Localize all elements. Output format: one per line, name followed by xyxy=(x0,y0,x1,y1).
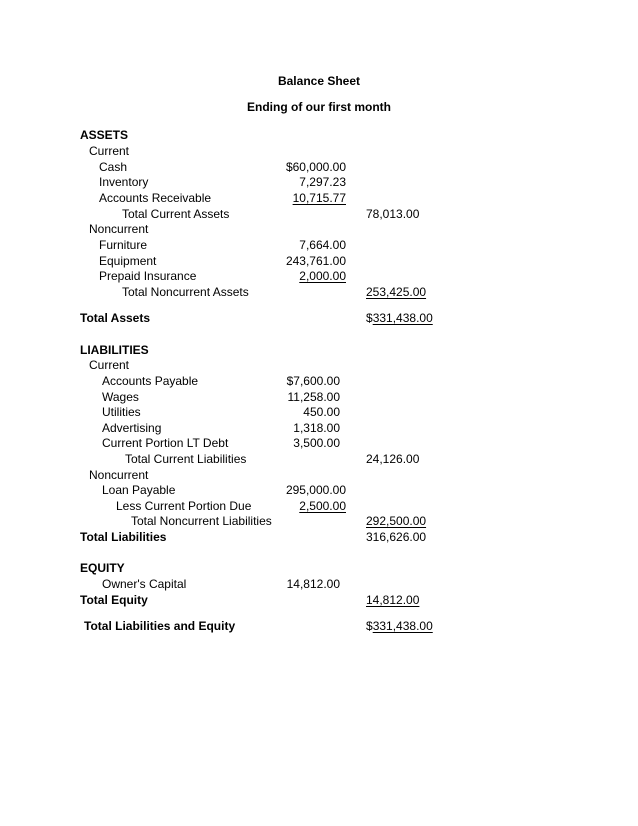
less-current-portion-row xyxy=(0,499,638,514)
total-liabilities-equity-row xyxy=(0,619,638,634)
total-equity-value: 14,812.00 xyxy=(366,593,420,607)
prepaid-insurance-value: 2,000.00 xyxy=(299,269,346,283)
total-current-assets-row xyxy=(0,207,638,222)
total-current-assets-value: 78,013.00 xyxy=(366,207,420,221)
liabilities-current-heading: Current xyxy=(89,358,130,372)
accounts-payable-label: Accounts Payable xyxy=(102,374,199,388)
liabilities-current-row xyxy=(0,358,638,373)
cash-row xyxy=(0,160,638,175)
assets-current-row xyxy=(0,144,638,159)
less-current-portion-label: Less Current Portion Due xyxy=(116,499,252,513)
inventory-row xyxy=(0,175,638,190)
current-portion-lt-debt-label: Current Portion LT Debt xyxy=(102,436,229,450)
total-current-liabilities-label: Total Current Liabilities xyxy=(125,452,247,466)
total-equity-label: Total Equity xyxy=(80,593,148,607)
loan-payable-label: Loan Payable xyxy=(102,483,176,497)
total-noncurrent-liabilities-value: 292,500.00 xyxy=(366,514,427,528)
total-liabilities-equity-label: Total Liabilities and Equity xyxy=(84,619,236,633)
assets-current-heading: Current xyxy=(89,144,130,158)
inventory-label: Inventory xyxy=(99,175,149,189)
total-liabilities-value: 316,626.00 xyxy=(366,530,427,544)
total-liabilities-equity-value: 331,438.00 xyxy=(372,619,433,633)
liabilities-noncurrent-row xyxy=(0,468,638,483)
total-liabilities-row xyxy=(0,530,638,545)
total-noncurrent-assets-label: Total Noncurrent Assets xyxy=(122,285,249,299)
accounts-receivable-value: 10,715.77 xyxy=(292,191,346,205)
assets-heading: ASSETS xyxy=(80,128,129,142)
utilities-row xyxy=(0,405,638,420)
total-assets-value: 331,438.00 xyxy=(372,311,433,325)
accounts-payable-row xyxy=(0,374,638,389)
current-portion-lt-debt-row xyxy=(0,436,638,451)
less-current-portion-value: 2,500.00 xyxy=(299,499,346,513)
liabilities-noncurrent-heading: Noncurrent xyxy=(89,468,149,482)
accounts-receivable-row xyxy=(0,191,638,206)
inventory-value: 7,297.23 xyxy=(299,175,346,189)
prepaid-insurance-row xyxy=(0,269,638,284)
balance-sheet-title: Balance Sheet xyxy=(277,74,361,88)
assets-heading-row xyxy=(0,128,638,143)
wages-row xyxy=(0,390,638,405)
total-noncurrent-assets-value: 253,425.00 xyxy=(366,285,427,299)
cash-label: Cash xyxy=(99,160,128,174)
total-current-liabilities-row xyxy=(0,452,638,467)
equipment-value: 243,761.00 xyxy=(285,254,346,268)
balance-sheet-subtitle: Ending of our first month xyxy=(247,100,391,114)
wages-label: Wages xyxy=(102,390,139,404)
owners-capital-value: 14,812.00 xyxy=(286,577,340,591)
wages-value: 11,258.00 xyxy=(287,390,340,404)
owners-capital-label: Owner's Capital xyxy=(102,577,187,591)
total-assets-row xyxy=(0,311,638,326)
advertising-label: Advertising xyxy=(102,421,162,435)
current-portion-lt-debt-value: 3,500.00 xyxy=(293,436,340,450)
total-noncurrent-liabilities-row xyxy=(0,514,638,529)
owners-capital-row xyxy=(0,577,638,592)
furniture-label: Furniture xyxy=(99,238,148,252)
total-assets-amount xyxy=(366,311,433,326)
assets-noncurrent-heading: Noncurrent xyxy=(89,222,149,236)
equity-heading: EQUITY xyxy=(80,561,125,575)
assets-noncurrent-row xyxy=(0,222,638,237)
utilities-value: 450.00 xyxy=(303,405,340,419)
prepaid-insurance-label: Prepaid Insurance xyxy=(99,269,197,283)
total-equity-row xyxy=(0,593,638,608)
accounts-receivable-label: Accounts Receivable xyxy=(99,191,212,205)
loan-payable-value: 295,000.00 xyxy=(285,483,346,497)
total-noncurrent-liabilities-label: Total Noncurrent Liabilities xyxy=(131,514,272,528)
total-noncurrent-assets-row xyxy=(0,285,638,300)
furniture-row xyxy=(0,238,638,253)
equipment-row xyxy=(0,254,638,269)
total-current-assets-label: Total Current Assets xyxy=(122,207,230,221)
utilities-label: Utilities xyxy=(102,405,141,419)
liabilities-heading: LIABILITIES xyxy=(80,343,149,357)
total-current-liabilities-value: 24,126.00 xyxy=(366,452,420,466)
accounts-payable-value: $7,600.00 xyxy=(286,374,340,388)
total-liabilities-equity-amount xyxy=(366,619,433,634)
equity-heading-row xyxy=(0,561,638,576)
equipment-label: Equipment xyxy=(99,254,157,268)
advertising-row xyxy=(0,421,638,436)
total-assets-dollar: $ xyxy=(366,311,373,325)
loan-payable-row xyxy=(0,483,638,498)
total-assets-label: Total Assets xyxy=(80,311,151,325)
cash-value: $60,000.00 xyxy=(285,160,346,174)
advertising-value: 1,318.00 xyxy=(293,421,340,435)
liabilities-heading-row xyxy=(0,343,638,358)
total-liabilities-equity-dollar: $ xyxy=(366,619,373,633)
total-liabilities-label: Total Liabilities xyxy=(80,530,167,544)
furniture-value: 7,664.00 xyxy=(299,238,346,252)
